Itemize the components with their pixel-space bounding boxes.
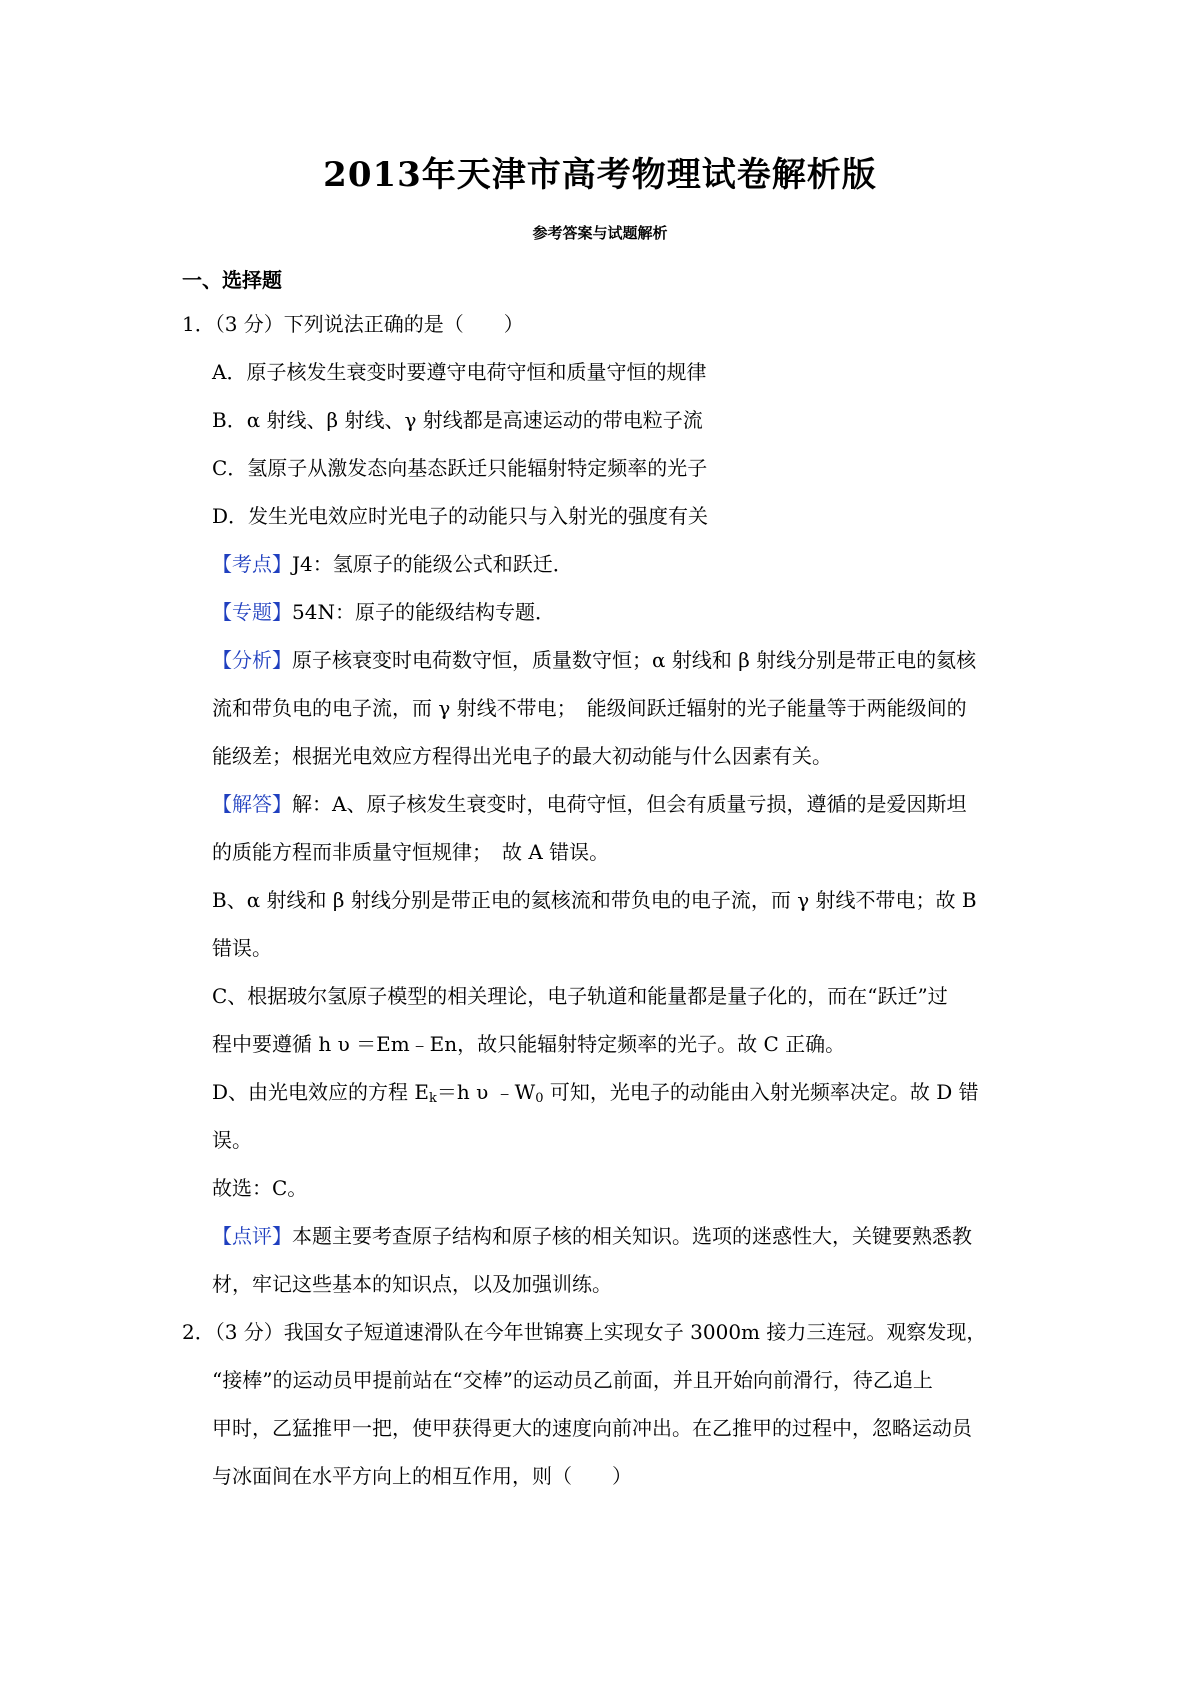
q1-zhuanti <box>212 602 555 622</box>
document-title: 2013年天津市高考物理试卷解析版 <box>323 155 877 195</box>
q1-jieda-line2: 的质能方程而非质量守恒规律； 故 A 错误。 <box>212 840 610 864</box>
zhuanti-text: 54N：原子的能级结构专题． <box>292 600 555 624</box>
jieda-d1-post: 可知，光电子的动能由入射光频率决定。故 D 错 <box>543 1080 979 1104</box>
jieda-d1-mid: ＝h υ ﹣W <box>436 1080 536 1104</box>
q1-fenxi-line2: 流和带负电的电子流，而 γ 射线不带电； 能级间跃迁辐射的光子能量等于两能级间的 <box>212 696 967 720</box>
q1-jieda-b1: B、α 射线和 β 射线分别是带正电的氦核流和带负电的电子流，而 γ 射线不带电；故 B <box>212 888 977 912</box>
jieda-d1-sub-k: k <box>429 1091 437 1106</box>
fenxi-text-1: 原子核衰变时电荷数守恒，质量数守恒；α 射线和 β 射线分别是带正电的氦核 <box>292 648 977 672</box>
kaodian-tag: 【考点】 <box>212 552 292 576</box>
zhuanti-tag: 【专题】 <box>212 600 292 624</box>
document-subtitle: 参考答案与试题解析 <box>532 224 668 242</box>
q1-stem: 1．（3 分）下列说法正确的是（ ） <box>182 312 524 336</box>
q1-answer: 故选：C。 <box>212 1176 308 1200</box>
q1-kaodian <box>212 554 573 574</box>
dianping-text-1: 本题主要考查原子结构和原子核的相关知识。选项的迷惑性大，关键要熟悉教 <box>292 1224 972 1248</box>
q2-line4: 与冰面间在水平方向上的相互作用，则（ ） <box>212 1464 632 1488</box>
q2-line3: 甲时，乙猛推甲一把，使甲获得更大的速度向前冲出。在乙推甲的过程中，忽略运动员 <box>212 1416 972 1440</box>
q1-jieda-d2: 误。 <box>212 1128 252 1152</box>
q1-fenxi-line1 <box>212 650 976 670</box>
q2-line2: “接棒”的运动员甲提前站在“交棒”的运动员乙前面，并且开始向前滑行，待乙追上 <box>212 1368 933 1392</box>
q1-option-b: B．α 射线、β 射线、γ 射线都是高速运动的带电粒子流 <box>212 408 703 432</box>
q2-line1: 2．（3 分）我国女子短道速滑队在今年世锦赛上实现女子 3000m 接力三连冠。观察发现， <box>182 1320 987 1344</box>
q1-dianping-line1 <box>212 1226 972 1246</box>
jieda-d1-sub-0: 0 <box>535 1091 544 1106</box>
q1-jieda-line1 <box>212 794 966 814</box>
q1-fenxi-line3: 能级差；根据光电效应方程得出光电子的最大初动能与什么因素有关。 <box>212 744 832 768</box>
fenxi-tag: 【分析】 <box>212 648 292 672</box>
q1-option-c: C．氢原子从激发态向基态跃迁只能辐射特定频率的光子 <box>212 456 708 480</box>
q1-jieda-b2: 错误。 <box>212 936 272 960</box>
q1-option-a: A．原子核发生衰变时要遵守电荷守恒和质量守恒的规律 <box>212 360 707 384</box>
jieda-d1-pre: D、由光电效应的方程 E <box>212 1080 429 1104</box>
q1-dianping-line2: 材，牢记这些基本的知识点，以及加强训练。 <box>212 1272 612 1296</box>
jieda-tag: 【解答】 <box>212 792 292 816</box>
q1-jieda-d1 <box>212 1080 979 1106</box>
q1-option-d: D．发生光电效应时光电子的动能只与入射光的强度有关 <box>212 504 709 528</box>
jieda-text-1: 解：A、原子核发生衰变时，电荷守恒，但会有质量亏损，遵循的是爱因斯坦 <box>292 792 967 816</box>
kaodian-text: J4：氢原子的能级公式和跃迁． <box>292 552 573 576</box>
q1-jieda-c2: 程中要遵循 h υ ＝Em﹣En，故只能辐射特定频率的光子。故 C 正确。 <box>212 1032 846 1056</box>
section-heading: 一、选择题 <box>182 268 282 292</box>
dianping-tag: 【点评】 <box>212 1224 292 1248</box>
q1-jieda-c1: C、根据玻尔氢原子模型的相关理论，电子轨道和能量都是量子化的，而在“跃迁”过 <box>212 984 948 1008</box>
